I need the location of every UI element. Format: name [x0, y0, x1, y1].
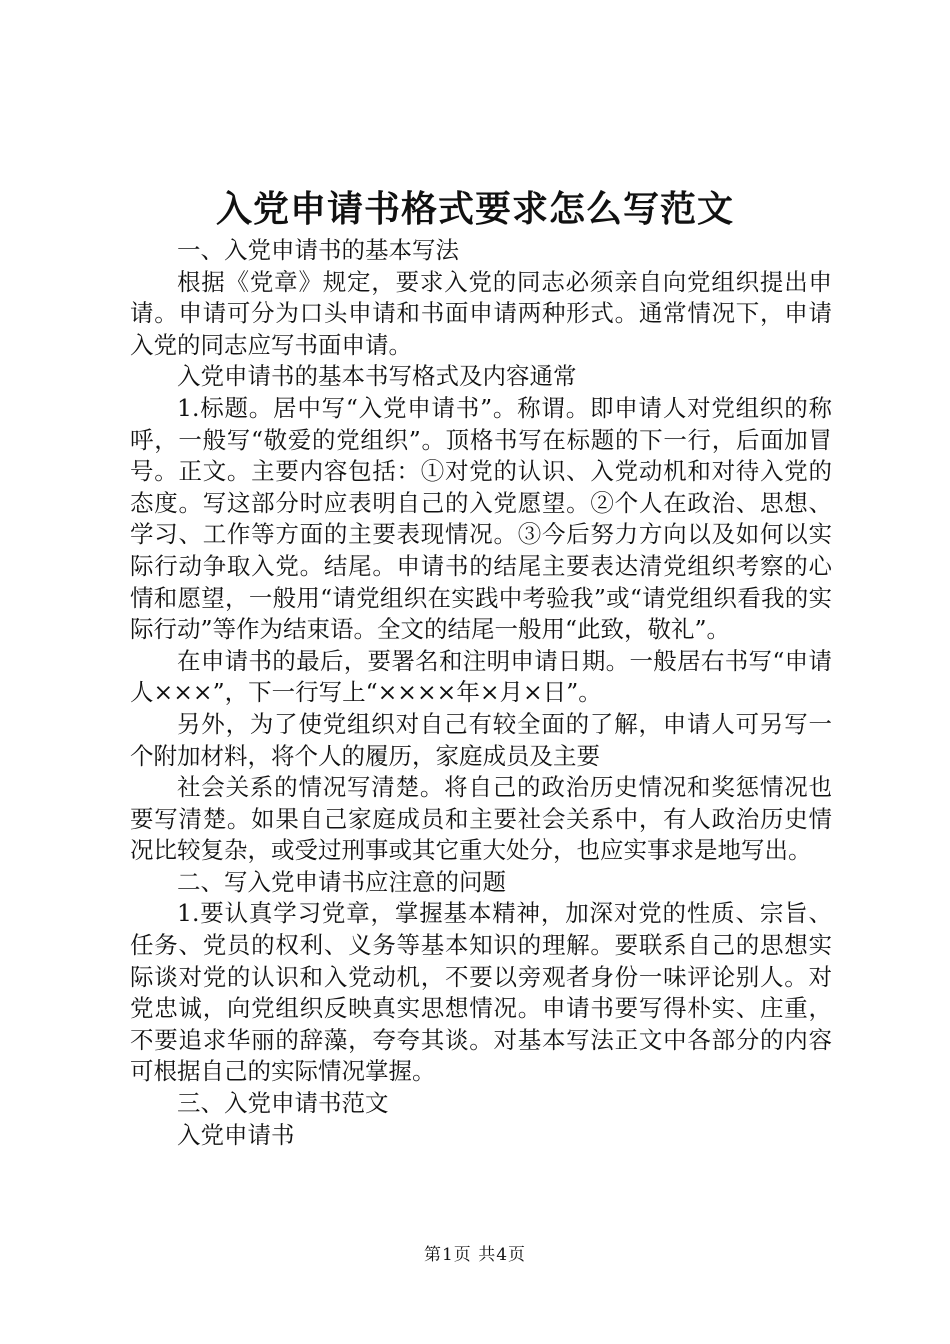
- section-heading-3: 三、入党申请书范文: [177, 1089, 389, 1118]
- paragraph: 社会关系的情况写清楚。将自己的政治历史情况和奖惩情况也要写清楚。如果自己家庭成员和主要社会关系中，有人政治历史情况比较复杂，或受过刑事或其它重大处分，也应实事求是地写出。: [130, 773, 832, 865]
- sample-title: 入党申请书: [177, 1120, 295, 1149]
- paragraph: 根据《党章》规定，要求入党的同志必须亲自向党组织提出申请。申请可分为口头申请和书面申请两种形式。通常情况下，申请入党的同志应写书面申请。: [130, 267, 832, 359]
- document-body: [130, 235, 832, 1151]
- section-heading-1: 一、入党申请书的基本写法: [177, 236, 459, 264]
- paragraph: 入党申请书的基本书写格式及内容通常: [177, 362, 577, 391]
- paragraph: 在申请书的最后，要署名和注明申请日期。一般居右书写“申请人×××”，下一行写上“××××年×月×日”。: [130, 646, 832, 707]
- page-footer: 第1页 共4页: [423, 1245, 527, 1265]
- document-title: 入党申请书格式要求怎么写范文: [215, 188, 734, 230]
- paragraph: 1.标题。居中写“入党申请书”。称谓。即申请人对党组织的称呼，一般写“敬爱的党组织”。顶格书写在标题的下一行，后面加冒号。正文。主要内容包括：①对党的认识、入党动机和对待入党的态度。写这部分时应表明自己的入党愿望。②个人在政治、思想、学习、工作等方面的主要表现情况。③今后努力方向以及如何以实际行动争取入党。结尾。申请书的结尾主要表达清党组织考察的心情和愿望，一般用“请党组织在实践中考验我”或“请党组织看我的实际行动”等作为结束语。全文的结尾一般用“此致，敬礼”。: [130, 393, 832, 644]
- paragraph: 另外，为了使党组织对自己有较全面的了解，申请人可另写一个附加材料，将个人的履历，家庭成员及主要: [130, 709, 832, 770]
- paragraph: 1.要认真学习党章，掌握基本精神，加深对党的性质、宗旨、任务、党员的权利、义务等基本知识的理解。要联系自己的思想实际谈对党的认识和入党动机，不要以旁观者身份一味评论别人。对党忠诚，向党组织反映真实思想情况。申请书要写得朴实、庄重，不要追求华丽的辞藻，夸夸其谈。对基本写法正文中各部分的内容可根据自己的实际情况掌握。: [130, 899, 832, 1086]
- section-heading-2: 二、写入党申请书应注意的问题: [177, 867, 506, 896]
